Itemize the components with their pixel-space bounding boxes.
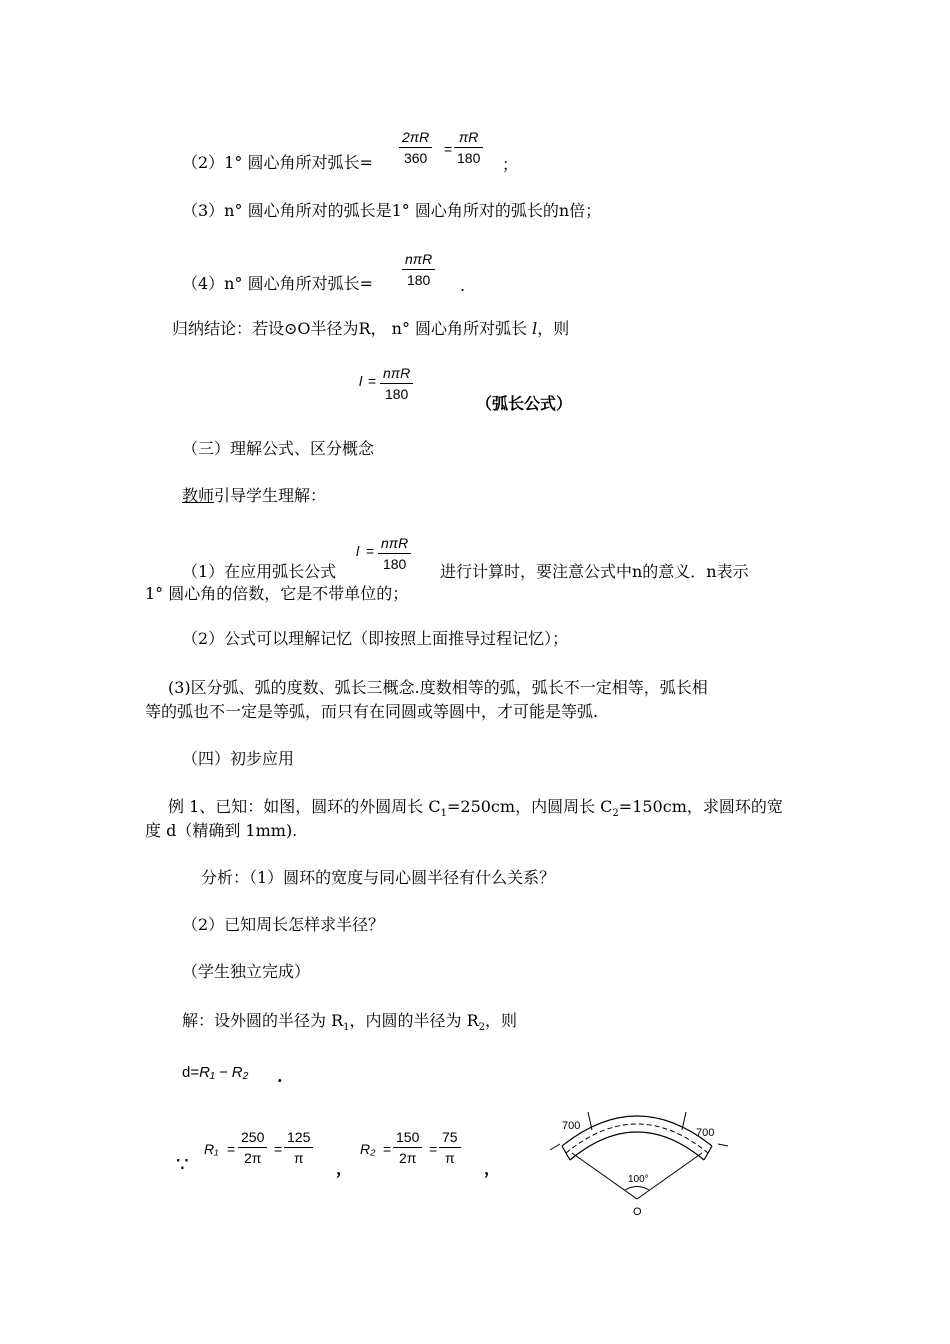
fraction-npiR-over-180: nπR 180 (402, 250, 435, 289)
item1-fraction: nπR 180 (378, 534, 411, 573)
item-3-line2: 等的弧也不一定是等弧，而只有在同圆或等圆中，才可能是等弧. (145, 702, 599, 721)
r2-symbol: R₂ (360, 1141, 376, 1157)
fraction-125-over-pi: $\frac{125}{\pi}$ (284, 1128, 313, 1167)
analysis-2: （2）已知周长怎样求半径？ (182, 915, 385, 934)
item-3-n-times: （3）n° 圆心角所对的弧长是1° 圆心角所对的弧长的n倍； (182, 201, 602, 220)
item1-equals: = (366, 543, 375, 559)
item-2-arc-length-1deg: （2）1° 圆心角所对弧长= (182, 153, 373, 172)
formula-l: l (359, 373, 363, 389)
fraction-150-over-2pi: $\frac{150}{2\pi}$ (393, 1128, 422, 1167)
solution-line: 解：设外圆的半径为 $R_1$，内圆的半径为 $R_2$，则 (182, 1011, 518, 1034)
middle-dashed-arc (566, 1124, 708, 1153)
fraction-75-over-pi: $\frac{75}{\pi}$ (439, 1128, 461, 1167)
fraction-250-over-2pi: $\frac{250}{2\pi}$ (238, 1128, 267, 1167)
equals-4: = (429, 1141, 438, 1157)
equals-3: = (383, 1141, 392, 1157)
analysis-1: 分析：（1）圆环的宽度与同心圆半径有什么关系？ (201, 868, 556, 887)
right-end (704, 1146, 712, 1160)
formula-fraction: nπR 180 (380, 364, 413, 403)
item-1-continuation: 进行计算时，要注意公式中n的意义．n表示 (440, 562, 749, 581)
angle-arc (625, 1187, 649, 1191)
example-1-line1: 例 1、已知：如图，圆环的外圆周长 $C_1=250cm$，内圆周长 $C_2=150cm$，求圆环的宽 (168, 797, 783, 820)
item-1-line2: 1° 圆心角的倍数，它是不带单位的； (145, 584, 409, 603)
semicolon: ； (502, 155, 519, 174)
left-dimension-label: 700 (562, 1120, 581, 1132)
item-4-arc-length-ndeg: （4）n° 圆心角所对弧长= (182, 274, 373, 293)
fraction-2piR-over-360: $\frac{2\pi R}{360}$ (399, 128, 432, 167)
formula-label: （弧长公式） (476, 394, 573, 413)
teacher-guide: 教师引导学生理解： (182, 486, 327, 505)
annulus-sector-figure (540, 1098, 740, 1218)
conclusion-text: 归纳结论：若设⊙O半径为R， n° 圆心角所对弧长 l，则 (172, 319, 570, 338)
outer-arc (562, 1116, 715, 1146)
example-1-line2: 度 d（精确到 1mm). (145, 821, 298, 840)
period: . (460, 276, 466, 295)
item-1-formula-usage: （1）在应用弧长公式 (182, 562, 337, 581)
because-symbol: ∵ (176, 1152, 189, 1176)
right-dim-arrow (718, 1144, 728, 1146)
comma-2: ， (484, 1159, 501, 1178)
item-3-line1: (3)区分弧、弧的度数、弧长三概念.度数相等的弧，弧长不一定相等，弧长相 (168, 678, 708, 697)
fraction-piR-over-180: $\frac{\pi R}{180}$ (454, 128, 483, 167)
left-dim-arrow (550, 1144, 560, 1150)
equals-sign: = (444, 141, 453, 157)
item-2-memorize: （2）公式可以理解记忆（即按照上面推导过程记忆）； (182, 629, 569, 648)
formula-equals: = (368, 373, 377, 389)
left-end (562, 1146, 570, 1160)
comma-1: ， (336, 1159, 353, 1178)
angle-label: 100° (628, 1174, 649, 1185)
r1-symbol: R₁ (204, 1141, 219, 1157)
d-equation: d=R₁ − R₂ (182, 1064, 249, 1081)
equals-2: = (274, 1141, 283, 1157)
section-3-heading: （三）理解公式、区分概念 (182, 439, 375, 458)
inner-arc (570, 1132, 704, 1160)
d-period: . (277, 1067, 283, 1086)
section-4-heading: （四）初步应用 (182, 749, 295, 768)
equals-1: = (227, 1141, 236, 1157)
center-label: O (633, 1206, 642, 1218)
right-dimension-label: 700 (696, 1127, 715, 1139)
item1-l: l (356, 543, 360, 559)
student-note: （学生独立完成） (182, 962, 311, 981)
